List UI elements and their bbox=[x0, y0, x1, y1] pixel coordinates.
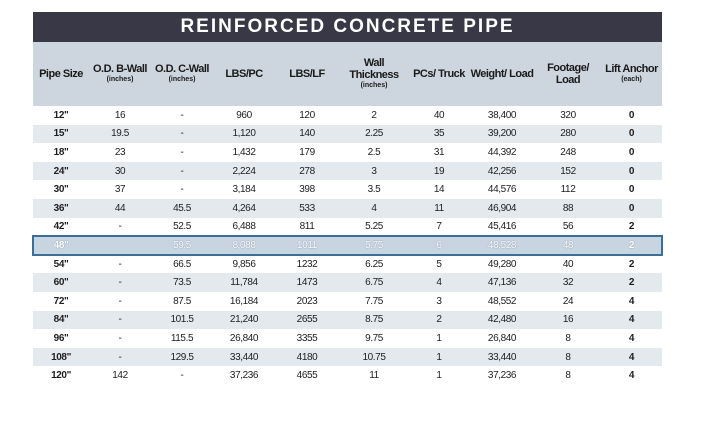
cell-lift-anchor: 2 bbox=[628, 277, 635, 289]
cell-od-c-wall: - bbox=[180, 109, 184, 121]
cell-od-b-wall: 37 bbox=[114, 184, 126, 196]
cell-pcs-truck: 19 bbox=[433, 165, 445, 177]
cell-wall-thickness: 4 bbox=[371, 202, 377, 214]
cell-pipe-size: 24" bbox=[53, 165, 69, 177]
table-row bbox=[33, 273, 662, 292]
cell-wall-thickness: 9.75 bbox=[365, 332, 383, 344]
col-header-od-b-wall: O.D. B-Wall (inches) bbox=[93, 63, 147, 83]
table-row bbox=[33, 366, 662, 385]
table-row bbox=[33, 292, 662, 311]
cell-lbs-lf: 4655 bbox=[296, 370, 318, 382]
cell-lbs-pc: 16,184 bbox=[229, 295, 259, 307]
cell-weight-load: 42,480 bbox=[487, 314, 517, 326]
cell-od-c-wall: 129.5 bbox=[170, 351, 194, 363]
table-row bbox=[33, 218, 662, 237]
cell-od-c-wall: - bbox=[180, 146, 184, 158]
cell-od-b-wall: - bbox=[118, 332, 122, 344]
cell-pipe-size: 60" bbox=[53, 277, 69, 289]
cell-weight-load: 47,136 bbox=[487, 277, 517, 289]
cell-footage-load: 56 bbox=[562, 221, 574, 233]
cell-weight-load: 49,280 bbox=[487, 258, 517, 270]
table-title: REINFORCED CONCRETE PIPE bbox=[33, 12, 662, 42]
cell-lbs-pc: 1,432 bbox=[232, 146, 256, 158]
table-row bbox=[33, 199, 662, 218]
cell-wall-thickness: 2 bbox=[371, 109, 377, 121]
cell-pcs-truck: 40 bbox=[433, 109, 445, 121]
cell-lbs-lf: 3355 bbox=[296, 332, 318, 344]
cell-lbs-pc: 2,224 bbox=[232, 165, 256, 177]
cell-od-c-wall: 52.5 bbox=[173, 221, 191, 233]
cell-footage-load: 248 bbox=[560, 146, 576, 158]
cell-od-c-wall: - bbox=[180, 184, 184, 196]
cell-pcs-truck: 3 bbox=[436, 295, 442, 307]
cell-lbs-lf: 179 bbox=[299, 146, 315, 158]
cell-footage-load: 280 bbox=[560, 128, 576, 140]
cell-lift-anchor: 4 bbox=[628, 332, 635, 344]
cell-lbs-pc: 960 bbox=[236, 109, 252, 121]
cell-lift-anchor: 0 bbox=[628, 109, 635, 121]
table-row bbox=[33, 348, 662, 367]
cell-pipe-size: 15" bbox=[53, 128, 69, 140]
cell-pcs-truck: 1 bbox=[436, 370, 442, 382]
cell-weight-load: 48,528 bbox=[487, 239, 517, 251]
cell-lbs-pc: 3,184 bbox=[232, 184, 256, 196]
cell-lbs-lf: 2023 bbox=[296, 295, 318, 307]
cell-wall-thickness: 8.75 bbox=[365, 314, 383, 326]
cell-pcs-truck: 2 bbox=[436, 314, 442, 326]
col-header-lbs-lf: LBS/LF bbox=[289, 68, 325, 80]
cell-footage-load: 8 bbox=[565, 370, 571, 382]
cell-lbs-lf: 1232 bbox=[296, 258, 318, 270]
cell-lift-anchor: 4 bbox=[628, 295, 635, 307]
cell-lbs-pc: 21,240 bbox=[229, 314, 259, 326]
cell-pcs-truck: 4 bbox=[436, 277, 442, 289]
cell-lift-anchor: 0 bbox=[628, 184, 635, 196]
cell-pcs-truck: 14 bbox=[433, 184, 445, 196]
table-row bbox=[33, 255, 662, 274]
cell-footage-load: 112 bbox=[560, 184, 576, 196]
cell-footage-load: 24 bbox=[562, 295, 574, 307]
cell-pcs-truck: 5 bbox=[436, 258, 442, 270]
cell-lbs-lf: 120 bbox=[299, 109, 315, 121]
cell-od-b-wall: - bbox=[118, 277, 122, 289]
cell-footage-load: 8 bbox=[565, 332, 571, 344]
cell-od-c-wall: - bbox=[180, 370, 184, 382]
col-header-footage-load: Footage/ Load bbox=[547, 62, 589, 86]
cell-pipe-size: 42" bbox=[53, 221, 69, 233]
cell-lift-anchor: 2 bbox=[628, 221, 635, 233]
cell-od-c-wall: 45.5 bbox=[173, 202, 191, 214]
cell-weight-load: 44,392 bbox=[487, 146, 517, 158]
cell-lbs-pc: 26,840 bbox=[229, 332, 259, 344]
cell-lbs-lf: 140 bbox=[299, 128, 315, 140]
cell-lift-anchor: 2 bbox=[628, 239, 635, 251]
cell-weight-load: 48,552 bbox=[487, 295, 517, 307]
cell-lbs-lf: 2655 bbox=[296, 314, 318, 326]
cell-pcs-truck: 1 bbox=[436, 332, 442, 344]
table-row bbox=[33, 329, 662, 348]
cell-footage-load: 16 bbox=[562, 314, 574, 326]
col-header-weight-load: Weight/ Load bbox=[470, 68, 534, 80]
pipe-spec-sheet bbox=[33, 12, 662, 385]
cell-lbs-lf: 1473 bbox=[296, 277, 318, 289]
table-row bbox=[33, 125, 662, 144]
cell-pipe-size: 12" bbox=[53, 109, 69, 121]
table-row bbox=[33, 106, 662, 125]
col-header-pcs-truck: PCs/ Truck bbox=[413, 68, 465, 80]
cell-wall-thickness: 6.75 bbox=[365, 277, 383, 289]
cell-lbs-pc: 4,264 bbox=[232, 202, 256, 214]
cell-od-b-wall: 19.5 bbox=[111, 128, 129, 140]
cell-footage-load: 88 bbox=[562, 202, 574, 214]
col-header-lbs-pc: LBS/PC bbox=[225, 68, 263, 80]
cell-lbs-lf: 1011 bbox=[297, 239, 317, 251]
cell-od-c-wall: 66.5 bbox=[173, 258, 191, 270]
cell-pipe-size: 108" bbox=[51, 351, 71, 363]
cell-pcs-truck: 35 bbox=[433, 128, 445, 140]
header-row bbox=[33, 42, 662, 106]
cell-lift-anchor: 4 bbox=[628, 314, 635, 326]
table-row bbox=[33, 162, 662, 181]
cell-lbs-pc: 11,784 bbox=[230, 277, 258, 289]
cell-lift-anchor: 4 bbox=[628, 370, 635, 382]
cell-pipe-size: 36" bbox=[53, 202, 69, 214]
cell-od-b-wall: - bbox=[118, 295, 122, 307]
cell-footage-load: 320 bbox=[560, 109, 576, 121]
cell-footage-load: 8 bbox=[565, 351, 571, 363]
cell-pcs-truck: 6 bbox=[436, 239, 442, 251]
cell-wall-thickness: 3 bbox=[371, 165, 377, 177]
table-row bbox=[33, 143, 662, 162]
cell-pipe-size: 96" bbox=[53, 332, 69, 344]
cell-pipe-size: 54" bbox=[53, 258, 69, 270]
cell-od-c-wall: 59.5 bbox=[173, 239, 191, 251]
cell-pcs-truck: 11 bbox=[434, 202, 444, 214]
cell-od-c-wall: - bbox=[180, 165, 184, 177]
cell-lbs-pc: 6,488 bbox=[232, 221, 256, 233]
col-header-od-c-wall: O.D. C-Wall (inches) bbox=[155, 63, 209, 83]
cell-pipe-size: 30" bbox=[53, 184, 69, 196]
cell-wall-thickness: 2.5 bbox=[367, 146, 381, 158]
cell-pcs-truck: 1 bbox=[436, 351, 442, 363]
cell-od-b-wall: 44 bbox=[114, 202, 126, 214]
table-row bbox=[33, 180, 662, 199]
cell-pcs-truck: 7 bbox=[436, 221, 442, 233]
cell-wall-thickness: 7.75 bbox=[365, 295, 383, 307]
cell-weight-load: 39,200 bbox=[487, 128, 517, 140]
cell-weight-load: 46,904 bbox=[487, 202, 517, 214]
cell-wall-thickness: 3.5 bbox=[367, 184, 381, 196]
cell-weight-load: 42,256 bbox=[487, 165, 517, 177]
cell-lbs-pc: 33,440 bbox=[229, 351, 259, 363]
cell-od-c-wall: 87.5 bbox=[173, 295, 191, 307]
cell-lbs-pc: 1,120 bbox=[232, 128, 256, 140]
cell-weight-load: 44,576 bbox=[487, 184, 517, 196]
cell-pipe-size: 72" bbox=[53, 295, 69, 307]
cell-wall-thickness: 5.75 bbox=[365, 239, 383, 251]
cell-lbs-lf: 4180 bbox=[296, 351, 318, 363]
cell-pipe-size: 120" bbox=[51, 370, 71, 382]
table-row bbox=[33, 311, 662, 330]
cell-lbs-lf: 278 bbox=[299, 165, 315, 177]
cell-wall-thickness: 6.25 bbox=[365, 258, 383, 270]
cell-lift-anchor: 0 bbox=[628, 165, 635, 177]
cell-od-b-wall: - bbox=[118, 314, 122, 326]
cell-lbs-pc: 37,236 bbox=[229, 370, 259, 382]
cell-footage-load: 40 bbox=[562, 258, 574, 270]
cell-lift-anchor: 0 bbox=[628, 146, 635, 158]
cell-lift-anchor: 0 bbox=[628, 128, 635, 140]
cell-lbs-lf: 533 bbox=[299, 202, 315, 214]
cell-weight-load: 45,416 bbox=[487, 221, 517, 233]
cell-od-b-wall: - bbox=[118, 351, 122, 363]
cell-od-c-wall: 101.5 bbox=[170, 314, 194, 326]
cell-od-b-wall: 142 bbox=[112, 370, 128, 382]
cell-lbs-lf: 398 bbox=[299, 184, 315, 196]
cell-od-b-wall: 23 bbox=[114, 146, 126, 158]
cell-od-c-wall: 115.5 bbox=[170, 332, 194, 344]
cell-pipe-size: 18" bbox=[53, 146, 69, 158]
cell-footage-load: 48 bbox=[562, 239, 574, 251]
cell-od-b-wall: 16 bbox=[114, 109, 126, 121]
cell-wall-thickness: 2.25 bbox=[365, 128, 383, 140]
col-header-wall-thickness: Wall Thickness (inches) bbox=[349, 57, 399, 89]
cell-footage-load: 152 bbox=[560, 165, 576, 177]
cell-od-c-wall: 73.5 bbox=[173, 277, 191, 289]
col-header-pipe-size: Pipe Size bbox=[39, 68, 83, 80]
cell-weight-load: 37,236 bbox=[487, 370, 517, 382]
cell-weight-load: 26,840 bbox=[487, 332, 517, 344]
col-header-lift-anchor: Lift Anchor (each) bbox=[605, 63, 658, 83]
cell-weight-load: 38,400 bbox=[487, 109, 517, 121]
cell-od-b-wall: - bbox=[118, 258, 122, 270]
cell-pipe-size: 48" bbox=[53, 239, 69, 251]
cell-od-c-wall: - bbox=[180, 128, 184, 140]
cell-lbs-pc: 9,856 bbox=[232, 258, 256, 270]
table-row bbox=[33, 236, 662, 255]
cell-lift-anchor: 2 bbox=[628, 258, 635, 270]
cell-footage-load: 32 bbox=[562, 277, 574, 289]
cell-weight-load: 33,440 bbox=[487, 351, 517, 363]
cell-lbs-pc: 8,088 bbox=[232, 239, 256, 251]
cell-lbs-lf: 811 bbox=[299, 221, 315, 233]
cell-pipe-size: 84" bbox=[53, 314, 69, 326]
cell-wall-thickness: 11 bbox=[369, 370, 379, 382]
table-body bbox=[33, 106, 662, 385]
cell-od-b-wall: 30 bbox=[114, 165, 126, 177]
pipe-spec-table bbox=[33, 42, 662, 385]
cell-wall-thickness: 5.25 bbox=[365, 221, 383, 233]
cell-lift-anchor: 4 bbox=[628, 351, 635, 363]
cell-od-b-wall: - bbox=[118, 221, 122, 233]
cell-od-b-wall: - bbox=[118, 239, 122, 251]
cell-wall-thickness: 10.75 bbox=[362, 351, 386, 363]
cell-lift-anchor: 0 bbox=[628, 202, 635, 214]
cell-pcs-truck: 31 bbox=[433, 146, 445, 158]
